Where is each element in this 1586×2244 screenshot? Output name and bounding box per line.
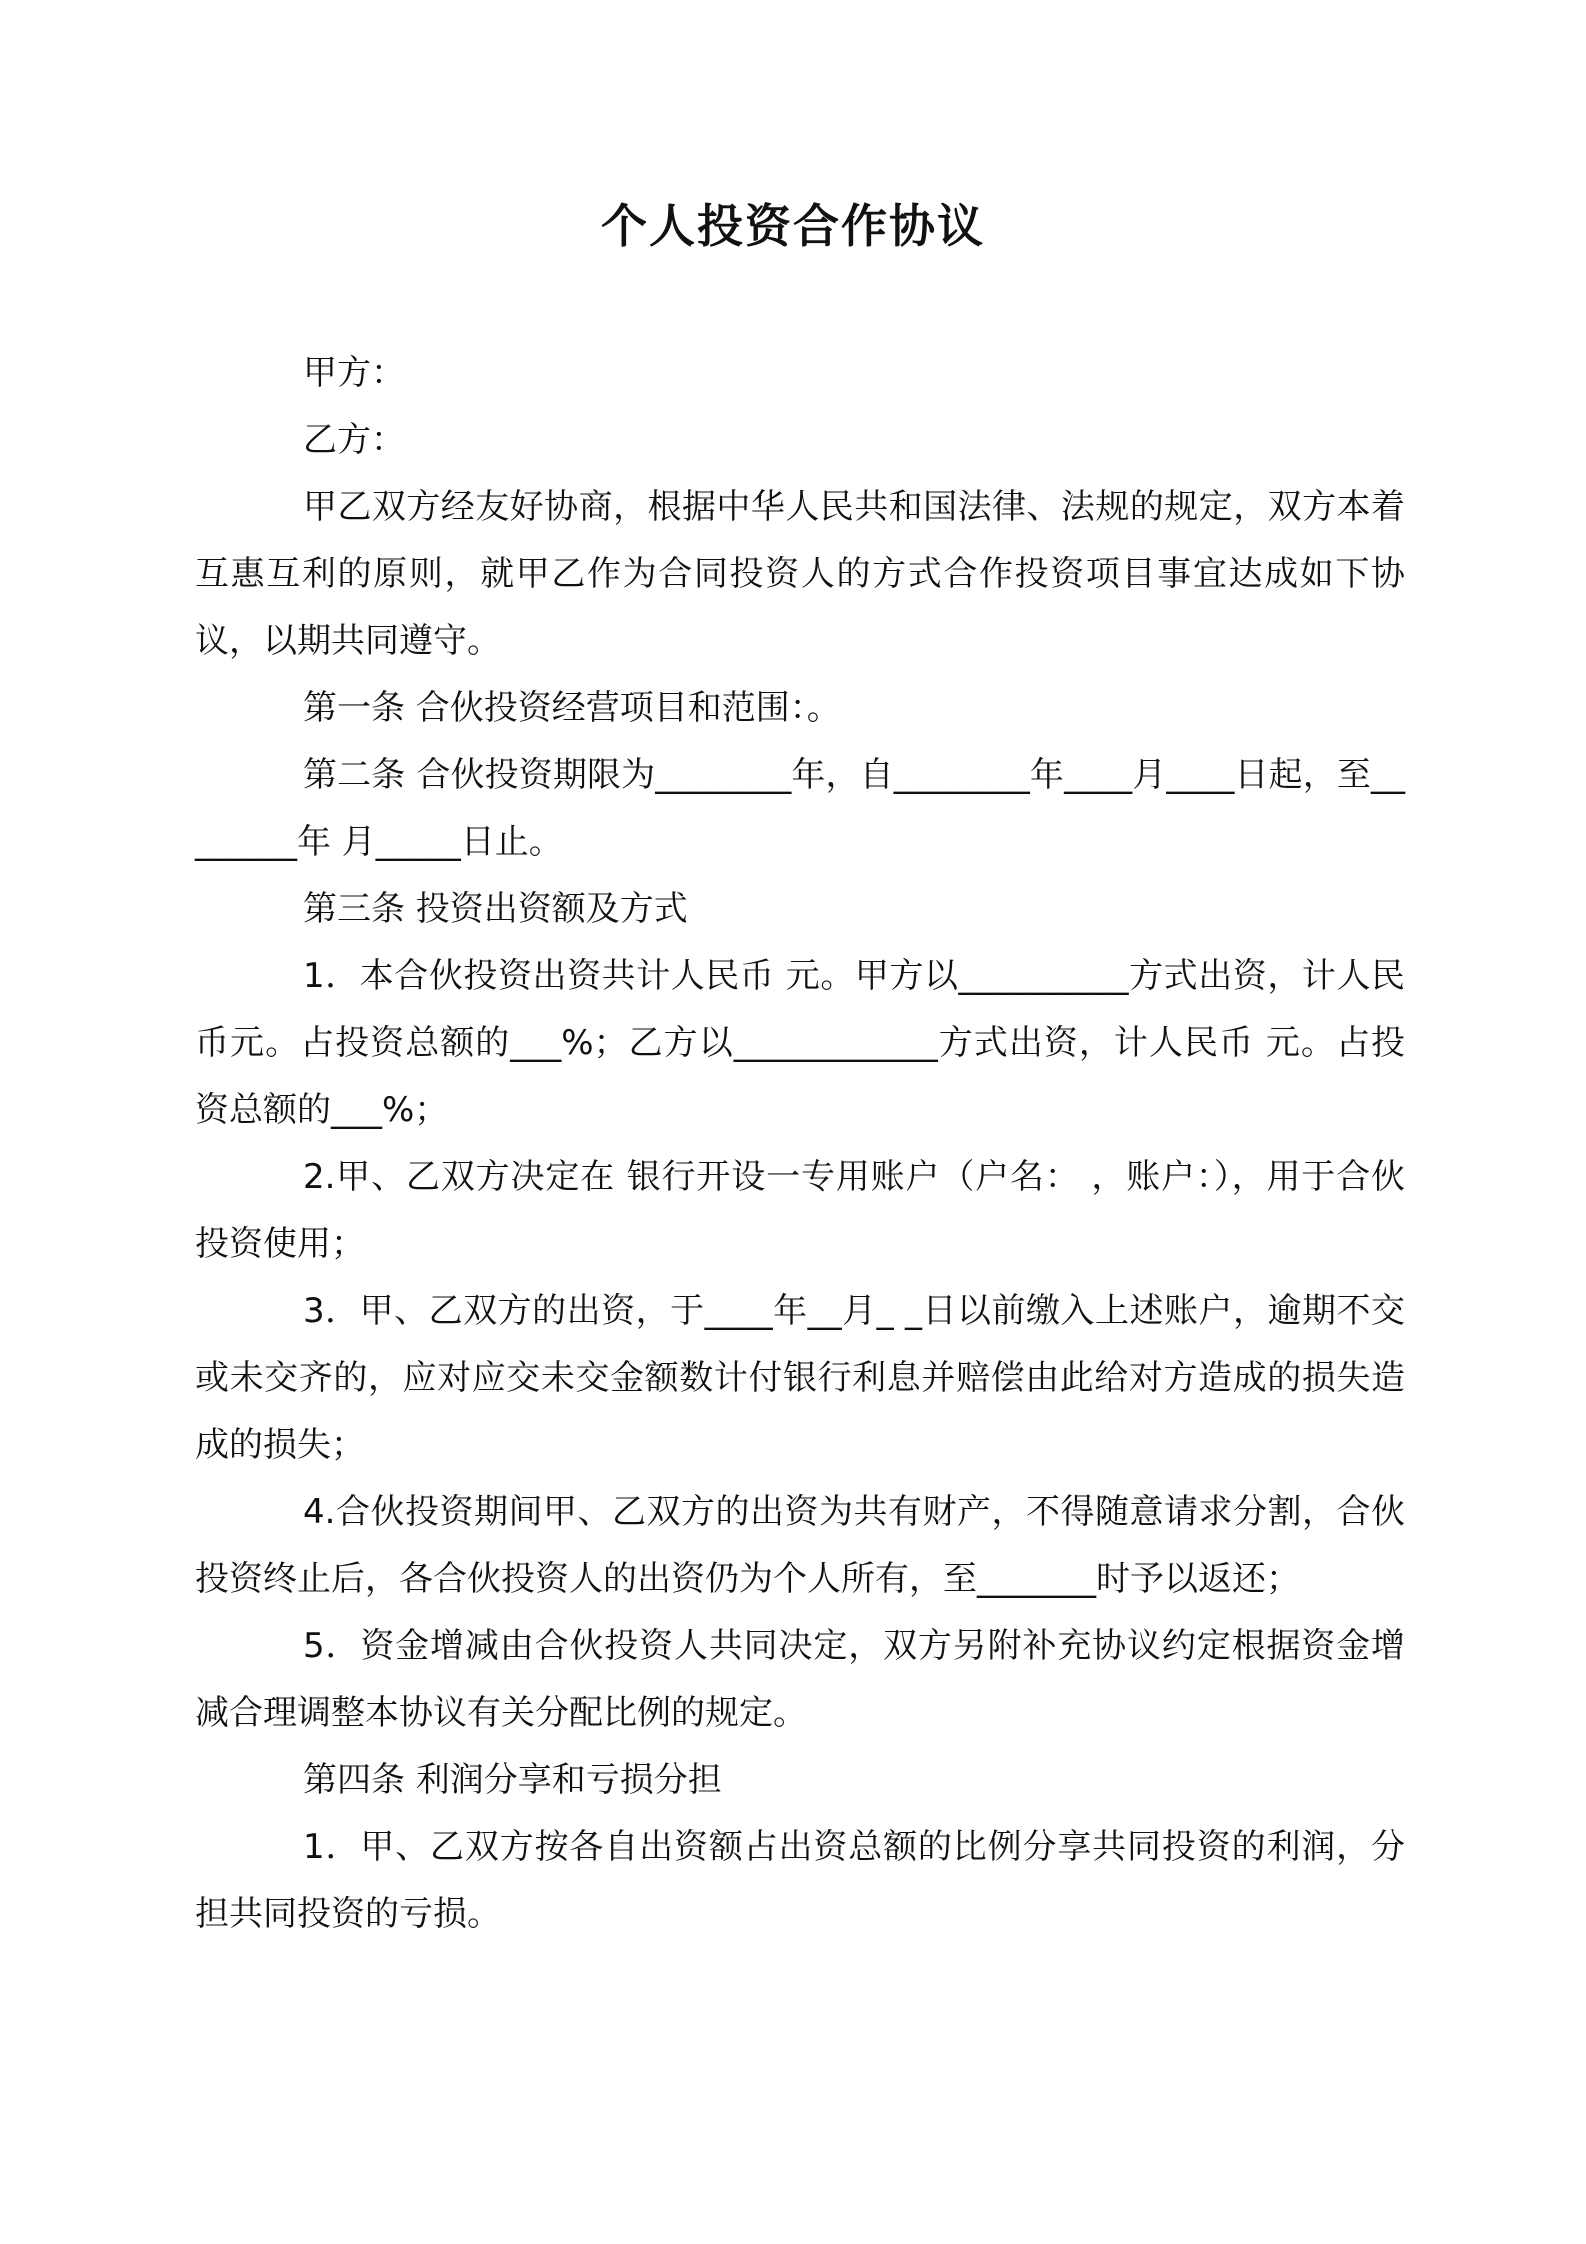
article-3-clause-1: 1．本合伙投资出资共计人民币 元。甲方以__________方式出资，计人民币元。占投资总额的___%；乙方以____________方式出资，计人民币 元。占投资总额的___%； — [195, 956, 1405, 1130]
article-3-clause-4: 4.合伙投资期间甲、乙双方的出资为共有财产，不得随意请求分割，合伙投资终止后，各合伙投资人的出资仍为个人所有，至_______时予以返还； — [195, 1492, 1405, 1599]
article-3-heading: 第三条 投资出资额及方式 — [303, 889, 688, 929]
article-2: 第二条 合伙投资期限为________年，自________年____月____日起，至________年 月_____日止。 — [195, 755, 1405, 862]
article-3-clause-2: 2.甲、乙双方决定在 银行开设一专用账户（户名： ，账户：），用于合伙投资使用； — [195, 1157, 1405, 1264]
party-b-line: 乙方： — [303, 420, 405, 460]
article-4-clause-1: 1．甲、乙双方按各自出资额占出资总额的比例分享共同投资的利润，分担共同投资的亏损。 — [195, 1827, 1405, 1934]
article-3-clause-3: 3．甲、乙双方的出资，于____年__月_ _日以前缴入上述账户，逾期不交或未交齐的，应对应交未交金额数计付银行利息并赔偿由此给对方造成的损失造成的损失； — [195, 1291, 1405, 1465]
party-a-line: 甲方： — [303, 353, 405, 393]
document-body — [195, 340, 1405, 1948]
article-1: 第一条 合伙投资经营项目和范围：。 — [303, 688, 841, 728]
preamble-paragraph: 甲乙双方经友好协商，根据中华人民共和国法律、法规的规定，双方本着互惠互利的原则，就甲乙作为合同投资人的方式合作投资项目事宜达成如下协议，以期共同遵守。 — [195, 487, 1405, 661]
article-4-heading: 第四条 利润分享和亏损分担 — [303, 1760, 722, 1800]
document-title: 个人投资合作协议 — [601, 199, 985, 253]
article-3-clause-5: 5．资金增减由合伙投资人共同决定，双方另附补充协议约定根据资金增减合理调整本协议有关分配比例的规定。 — [195, 1626, 1405, 1733]
